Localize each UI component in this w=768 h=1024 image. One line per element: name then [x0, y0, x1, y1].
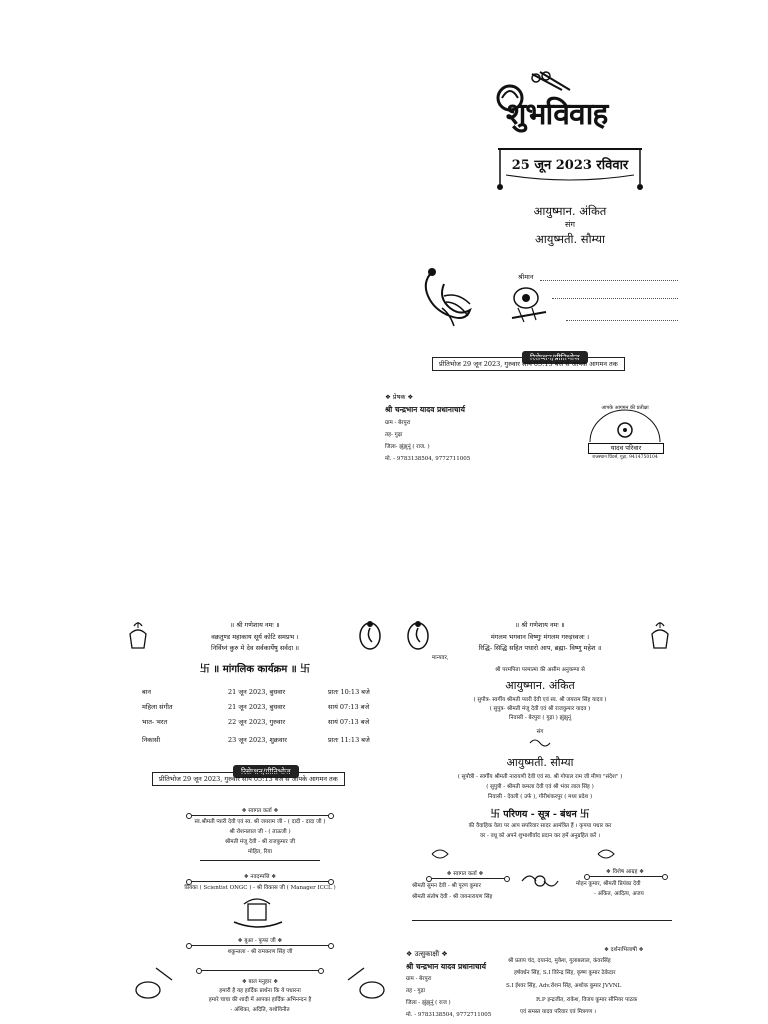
sang-text: संग — [565, 220, 575, 229]
right-ganesh-line2: रिद्धि- सिद्धि सहित पधारो आप, ब्रह्मा- विष्णु महेश ॥ — [478, 644, 602, 652]
welcome-line: श्री रोशनलाल जी - ( ताऊजी ) — [229, 829, 291, 835]
divider — [412, 920, 672, 921]
bride-line: ( सुपुत्री - श्रीमती कमला देवी एवं श्री भंवर लाल सिंह ) — [486, 784, 594, 790]
host-line: श्रीमती संतोष देवी - श्री जयनारायण सिंह — [412, 894, 493, 900]
event-date: 21 जून 2023, बुधवार — [228, 688, 286, 696]
ornament-icon — [528, 736, 552, 750]
divider — [588, 876, 664, 877]
cover-reception-box: प्रीतिभोज 29 जून 2023, गुरुवार सायं 05:13 बजे से आपके आगमन तक — [432, 357, 625, 371]
cover-title-logo — [492, 68, 632, 138]
bua-title: ❖ बुआ - फूफा जी ❖ — [237, 938, 283, 944]
stamp-bottom-text: राजस्थान प्रिंटर्स, गुढ़ा, 9414750104 — [592, 455, 658, 460]
stamp-top-text: आपके आगमन की प्रतीक्षा — [601, 405, 649, 411]
groom-line: ( सुपौत्र- स्वर्गीय श्रीमती प्यारी देवी एवं स्व. श्री जयराम सिंह यादव ) — [473, 697, 607, 703]
divider — [430, 878, 506, 879]
left-reception-badge: रिसेप्शन/प्रीतिभोज — [233, 759, 299, 778]
right-ganesh-line1: मंगलम भगवान विष्णुः मंगलम गरुड़ध्वजः । — [490, 633, 590, 641]
right-ganesh-title: ॥ श्री गणेशाय नमः ॥ — [515, 621, 565, 629]
bride-line: निवासी - देवली ( उर्फ ), गौरीशंकरपुर ( मध्य प्रदेश ) — [487, 794, 593, 800]
greet-line: श्री प्रताप चंद, दयानंद, मुकेश, गुलाबलाल, कंवरसिंह — [508, 958, 611, 964]
floral-ornament-icon — [520, 868, 560, 894]
cover-names — [470, 202, 670, 248]
programs-title: 卐 ॥ मांगलिक कार्यक्रम ॥ 卐 — [199, 664, 311, 675]
groom-name: आयुष्मान. अंकित — [533, 204, 607, 218]
host-line: श्रीमती सुमन देवी - श्री पूरण कुमार — [412, 883, 481, 889]
divider — [200, 970, 320, 971]
drum-icon — [344, 964, 388, 1004]
child-line: - अंशिका, अदिति, यशोविनीत — [230, 1007, 290, 1013]
guest-label: श्रीमान — [518, 273, 534, 281]
welcome-line: स्व.श्रीमती प्यारी देवी एवं स्व. श्री जयराम जी - ( दादी - दादा जी ) — [194, 819, 326, 825]
divider — [200, 860, 320, 861]
welcome-line: मोहित, रिया — [248, 849, 272, 855]
invite-label: मान्यवर, — [432, 655, 449, 661]
greet-line: R.P इन्द्रजीत, राकेश, विजय कुमार सीनियर पाठक — [536, 997, 638, 1003]
kalash-icon — [126, 620, 150, 652]
right-bride-name: आयुष्मती. सौम्या — [506, 756, 574, 769]
event-date: 23 जून 2023, शुक्रवार — [228, 736, 287, 744]
divider — [190, 945, 330, 946]
ganesh-icon — [356, 618, 384, 652]
greet-line: एवं समस्त यादव परिवार एवं मित्रगण । — [520, 1009, 597, 1015]
kalash-icon — [648, 620, 672, 652]
child-line: हमारी है यह हार्दिक प्रार्थना कि ये पधारना — [219, 988, 301, 994]
invite-text: श्री परमपिता परमात्मा की असीम अनुकम्पा से — [495, 667, 585, 673]
leaf-ornament-icon — [596, 846, 616, 862]
event-date: 21 जून 2023, बुधवार — [228, 703, 286, 711]
event-name: बान — [142, 688, 152, 696]
left-ganesh-title: ॥ श्री गणेशाय नमः ॥ — [230, 621, 280, 629]
sutra-title: 卐 परिणय - सूत्र - बंधन 卐 — [490, 809, 590, 820]
groom-line: ( सुपुत्र- श्रीमती मंजू देवी एवं श्री राजकुमार यादव ) — [489, 706, 591, 712]
child-title: ❖ बाल मनुहार ❖ — [241, 979, 279, 985]
greet-line: हर्षवर्धन सिंह, S.I विरेन्द्र सिंह, कृष्ण कुमार ठेकेदार — [514, 970, 616, 976]
sutra-line: वर - वधू को अपने शुभाशीर्वाद प्रदान कर हमें अनुग्रहित करें । — [479, 833, 601, 839]
eager-tehsil: तह - गुढ़ा — [406, 988, 426, 994]
event-time: प्रातः 11:13 बजे — [328, 736, 370, 744]
right-sang: संग — [536, 729, 544, 735]
date-banner — [494, 145, 646, 191]
stamp-family: यादव परिवार — [588, 443, 664, 454]
event-time: सायं 07:13 बजे — [328, 718, 370, 726]
divider — [190, 815, 330, 816]
leaf-ornament-icon — [430, 846, 450, 862]
event-time: प्रातः 10:13 बजे — [328, 688, 370, 696]
drum-icon — [132, 964, 176, 1004]
child-line: हमारे चाचा की शादी में आपका हार्दिक अभिनन्दन है — [208, 997, 312, 1003]
eager-name: श्री चन्द्रभान यादव प्रधानाचार्य — [406, 962, 486, 971]
sender-village: ग्राम - बेरपुरा — [385, 420, 411, 426]
divider — [190, 881, 330, 882]
eager-mobile: मो. - 9783138504, 9772711005 — [406, 1012, 492, 1018]
guest-name-line[interactable] — [540, 280, 678, 281]
event-name: भात- भरत — [142, 718, 168, 726]
sender-district: जिला- झुंझुनूं ( राज. ) — [385, 444, 430, 450]
event-name: महिला संगीत — [142, 703, 173, 711]
wedding-date: 25 जून 2023 रविवार — [511, 158, 629, 173]
family-stamp — [584, 404, 666, 460]
left-ganesh-line2: निर्विघ्नं कुरु मे देव सर्वकार्येषु सर्वदा ॥ — [211, 644, 299, 652]
cover-title: शुभविवाह — [506, 97, 608, 132]
sender-mobile: मो. - 9783138504, 9772711005 — [385, 456, 471, 462]
cover-reception-badge: रिसेप्शन/प्रीतिभोज — [522, 345, 588, 364]
krishna-flute-icon — [508, 282, 548, 326]
event-name: निकासी — [142, 736, 161, 744]
eager-district: जिला - झुंझुनूं ( राज ) — [406, 1000, 451, 1006]
eager-village: ग्राम - बेरपुरा — [406, 976, 432, 982]
special-line: - अंकित, आदित्य, अजय — [594, 891, 644, 897]
sutra-line: की वैवाहिक वेला पर आप सपरिवार सादर आमंत्रित हैं । कृपया पधार कर — [468, 823, 612, 829]
couple-line: प्रियंका ( Scientist ONGC ) - श्री विकास जी ( Manager ICCL ) — [184, 885, 336, 891]
ganesh-icon — [404, 618, 432, 652]
welcome-title: ❖ स्वागत कर्ता ❖ — [241, 808, 279, 814]
guest-name-line-2[interactable] — [552, 298, 678, 299]
special-title: ❖ विशेष आग्रह ❖ — [605, 869, 645, 875]
welcome-line: श्रीमती मंजू देवी - श्री राजकुमार जी — [224, 839, 296, 845]
left-ganesh-line1: वक्रतुण्ड महाकाय सूर्य कोटि समप्रभ । — [211, 633, 299, 641]
bride-line: ( सुपौत्री - स्वर्गीय श्रीमती नारायणी देवी एवं स्व. श्री गोपाल राम जी मीणा "संदेश" ) — [457, 774, 623, 780]
sender-tehsil: तह- गुढ़ा — [385, 432, 403, 438]
host-title: ❖ स्वागत कर्ता ❖ — [446, 871, 484, 877]
peacock-icon — [412, 262, 474, 330]
doli-icon — [230, 896, 286, 930]
event-time: सायं 07:13 बजे — [328, 703, 370, 711]
couple-title: ❖ नवदम्पत्ति ❖ — [243, 874, 277, 880]
groom-line: निवासी - बेरपुरा ( गुढ़ा ) झुंझुनूं — [509, 715, 571, 721]
event-date: 22 जून 2023, गुरुवार — [228, 718, 286, 726]
sender-name: श्री चन्द्रभान यादव प्रधानाचार्य — [385, 405, 465, 414]
special-line: मोहन कुमार, श्रीमती प्रियंका देवी — [576, 881, 641, 887]
bride-name: आयुष्मती. सौम्या — [535, 232, 605, 246]
greet-line: S.I ईश्वर सिंह, Adv.रोशन सिंह, अशोक कुमार JVVNL — [506, 983, 622, 989]
bua-line: शकुन्तला - श्री रामकरण सिंह जी — [227, 949, 293, 955]
guest-name-line-3[interactable] — [566, 320, 678, 321]
left-reception-box: प्रीतिभोज 29 जून 2023, गुरुवार सायं 05:13 बजे से आपके आगमन तक — [152, 772, 345, 786]
right-groom-name: आयुष्मान. अंकित — [505, 679, 575, 692]
greet-title: ❖ दर्शनाभिलाषी ❖ — [604, 947, 644, 953]
sender-label: ❖ प्रेषक ❖ — [385, 393, 414, 401]
eager-title: ❖ उत्सुकाक्षी ❖ — [406, 950, 448, 958]
